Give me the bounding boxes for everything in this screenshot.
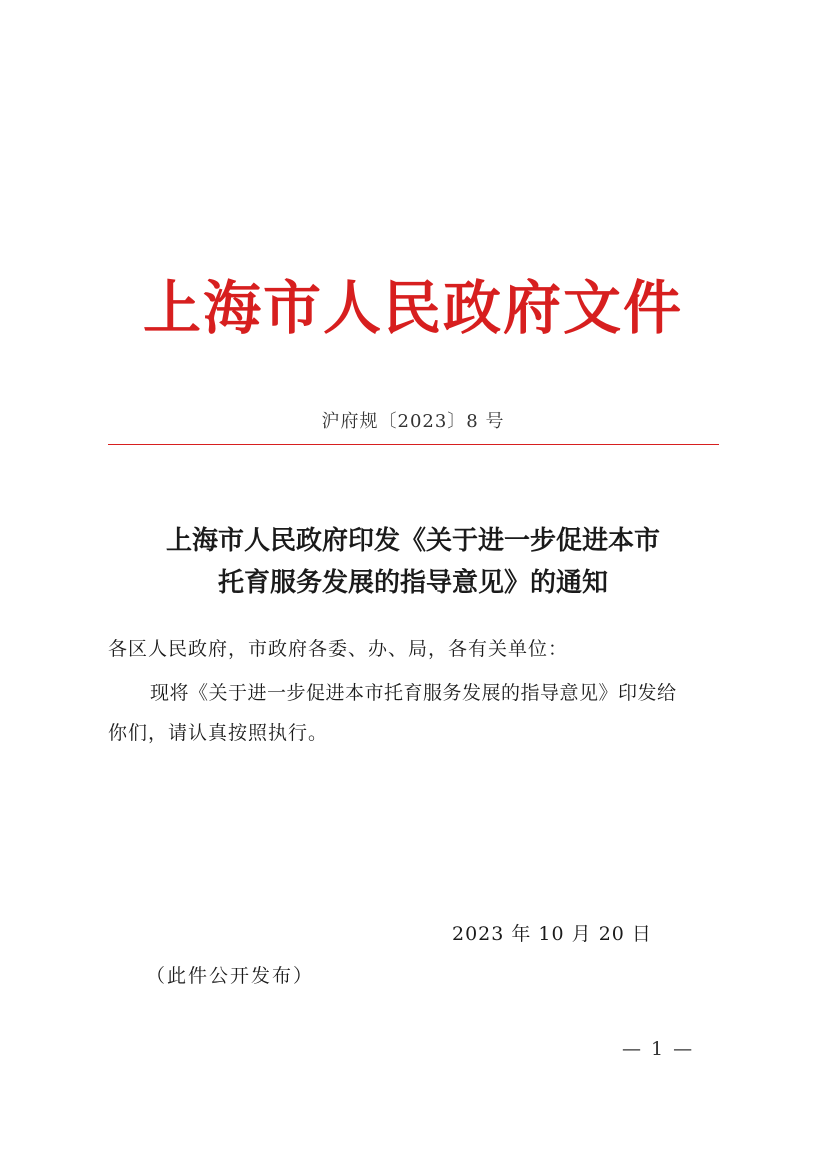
issue-date: 2023 年 10 月 20 日 — [452, 923, 652, 945]
body-paragraph-line-2: 你们，请认真按照执行。 — [108, 722, 329, 744]
salutation: 各区人民政府，市政府各委、办、局，各有关单位： — [108, 638, 569, 660]
document-title — [0, 520, 826, 604]
title-line-1: 上海市人民政府印发《关于进一步促进本市 — [165, 526, 660, 556]
page-number: — 1 — — [622, 1038, 695, 1060]
red-divider-line — [108, 444, 719, 445]
body-paragraph-line-1: 现将《关于进一步促进本市托育服务发展的指导意见》印发给 — [150, 682, 677, 704]
issuer-header: 上海市人民政府文件 — [142, 274, 683, 342]
title-line-2: 托育服务发展的指导意见》的通知 — [217, 568, 608, 598]
publication-note: （此件公开发布） — [146, 965, 315, 987]
document-number: 沪府规〔2023〕8 号 — [321, 411, 505, 432]
